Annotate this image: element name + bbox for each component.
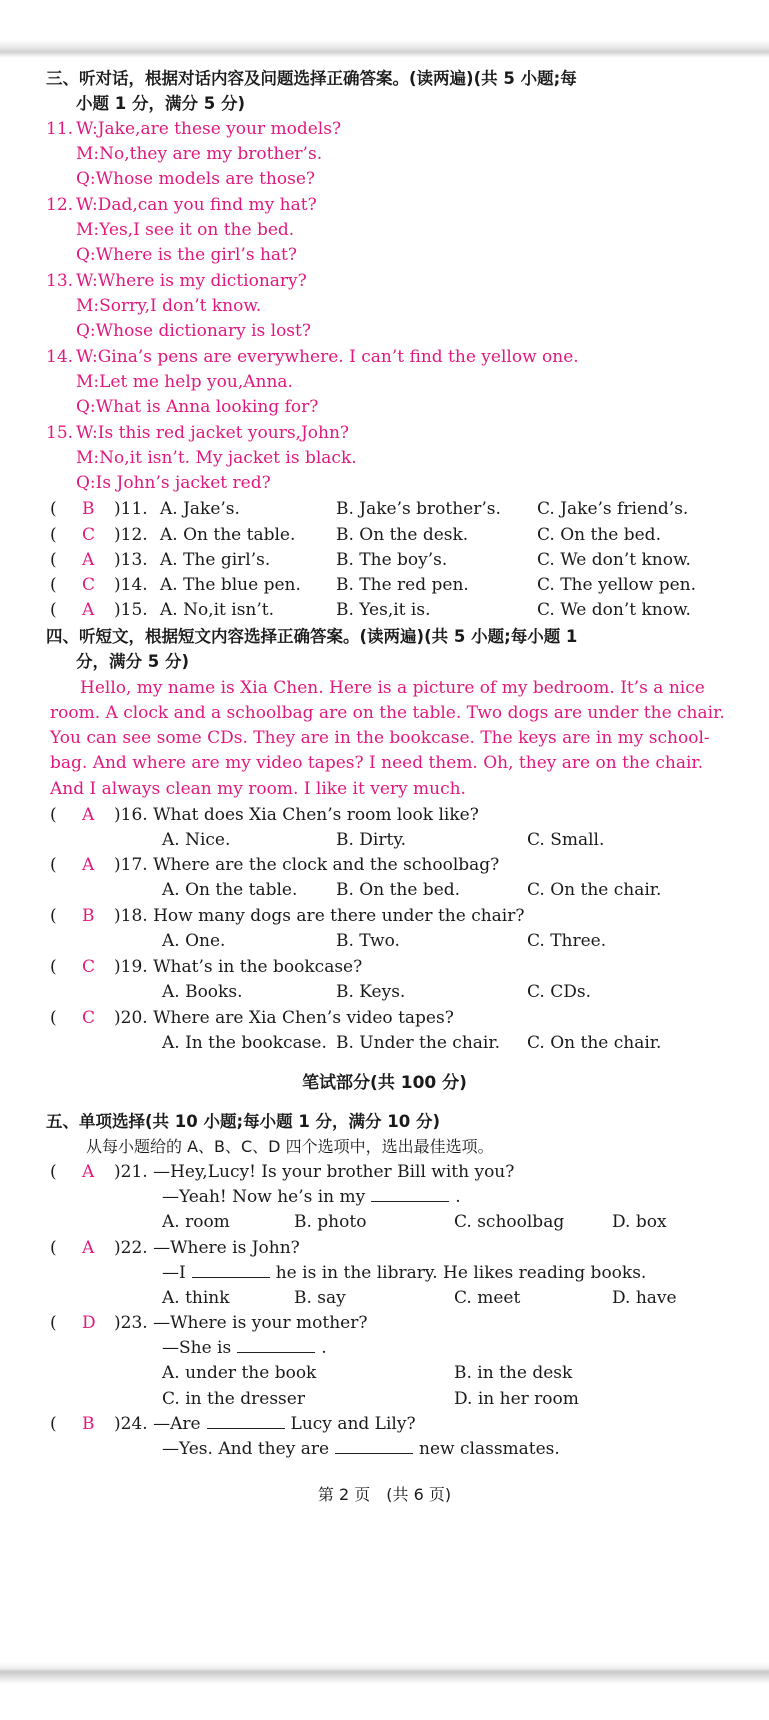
answer-letter: B xyxy=(82,1414,95,1434)
written-part-title: 笔试部分(共 100 分) xyxy=(302,1073,467,1093)
response-text-end: he is in the library. He likes reading books. xyxy=(275,1263,647,1283)
response-text-end: new classmates. xyxy=(419,1439,560,1459)
response-line xyxy=(162,1186,461,1208)
option-b: B. Under the chair. xyxy=(336,1033,500,1053)
answer-blank xyxy=(237,1338,315,1353)
option-b: B. photo xyxy=(294,1212,367,1232)
passage-line: bag. And where are my video tapes? I need them. Oh, they are on the chair. xyxy=(50,753,704,773)
option-b: B. Jake’s brother’s. xyxy=(336,499,501,519)
dialogue-line: Q:Where is the girl’s hat? xyxy=(76,245,297,265)
response-text: —Yes. And they are xyxy=(162,1439,330,1459)
answer-letter: A xyxy=(82,600,95,620)
option-c: C. schoolbag xyxy=(454,1212,565,1232)
option-c: C. meet xyxy=(454,1288,521,1308)
paren-open: ( xyxy=(50,600,57,620)
response-line xyxy=(162,1438,560,1460)
answer-letter: A xyxy=(82,550,95,570)
response-text-end: . xyxy=(455,1187,461,1207)
option-c: C. Three. xyxy=(527,931,607,951)
page-footer: 第 2 页 (共 6 页) xyxy=(317,1485,452,1504)
dialogue-line: M:Sorry,I don’t know. xyxy=(76,296,262,316)
question-text: )18. How many dogs are there under the chair? xyxy=(114,906,525,926)
answer-letter: C xyxy=(82,575,96,595)
option-a: A. No,it isn’t. xyxy=(160,600,275,620)
paren-open: ( xyxy=(50,1313,57,1333)
option-c: C. We don’t know. xyxy=(537,600,691,620)
option-c: C. On the bed. xyxy=(537,525,661,545)
option-c: C. The yellow pen. xyxy=(537,575,696,595)
option-c: C. We don’t know. xyxy=(537,550,691,570)
option-b: B. in the desk xyxy=(454,1363,573,1383)
question-text: )21. —Hey,Lucy! Is your brother Bill with you? xyxy=(114,1162,515,1182)
paren-open: ( xyxy=(50,550,57,570)
passage-line: Hello, my name is Xia Chen. Here is a picture of my bedroom. It’s a nice xyxy=(80,678,705,698)
dialogue-number: 13. xyxy=(46,271,74,291)
dialogue-line: W:Gina’s pens are everywhere. I can’t find the yellow one. xyxy=(76,347,579,367)
option-a: A. think xyxy=(162,1288,230,1308)
option-b: B. The red pen. xyxy=(336,575,469,595)
section-5-instruction: 从每小题给的 A、B、C、D 四个选项中，选出最佳选项。 xyxy=(86,1137,494,1156)
option-b: B. Two. xyxy=(336,931,400,951)
paren-open: ( xyxy=(50,855,57,875)
paren-open: ( xyxy=(50,906,57,926)
dialogue-number: 12. xyxy=(46,195,74,215)
dialogue-line: M:No,they are my brother’s. xyxy=(76,144,323,164)
answer-letter: C xyxy=(82,525,96,545)
answer-letter: A xyxy=(82,855,95,875)
question-text: )23. —Where is your mother? xyxy=(114,1313,368,1333)
option-b: B. On the bed. xyxy=(336,880,461,900)
option-a: A. In the bookcase. xyxy=(162,1033,327,1053)
question-number: )11. xyxy=(114,499,148,519)
option-c: C. in the dresser xyxy=(162,1389,305,1409)
answer-letter: A xyxy=(82,1238,95,1258)
answer-blank xyxy=(207,1414,285,1429)
option-b: B. The boy’s. xyxy=(336,550,448,570)
option-c: C. CDs. xyxy=(527,982,591,1002)
question-number: )13. xyxy=(114,550,148,570)
option-d: D. have xyxy=(612,1288,677,1308)
option-a: A. under the book xyxy=(162,1363,317,1383)
option-a: A. The blue pen. xyxy=(160,575,301,595)
answer-blank xyxy=(371,1187,449,1202)
answer-letter: C xyxy=(82,957,96,977)
answer-blank xyxy=(335,1439,413,1454)
answer-letter: B xyxy=(82,499,95,519)
question-text: )20. Where are Xia Chen’s video tapes? xyxy=(114,1008,454,1028)
response-line xyxy=(162,1262,646,1284)
question-text: )16. What does Xia Chen’s room look like? xyxy=(114,805,479,825)
paren-open: ( xyxy=(50,805,57,825)
option-b: B. Keys. xyxy=(336,982,406,1002)
option-b: B. say xyxy=(294,1288,346,1308)
option-a: A. Books. xyxy=(162,982,243,1002)
section-4-heading: 四、听短文，根据短文内容选择正确答案。(读两遍)(共 5 小题;每小题 1 xyxy=(46,627,578,646)
option-a: A. The girl’s. xyxy=(160,550,271,570)
answer-letter: D xyxy=(82,1313,96,1333)
section-5-heading: 五、单项选择(共 10 小题;每小题 1 分，满分 10 分) xyxy=(46,1112,441,1131)
question-text-end: Lucy and Lily? xyxy=(290,1414,416,1434)
response-text-end: . xyxy=(321,1338,327,1358)
passage-line: And I always clean my room. I like it very much. xyxy=(50,779,466,799)
dialogue-number: 14. xyxy=(46,347,74,367)
section-3-heading-cont: 小题 1 分，满分 5 分) xyxy=(76,94,245,113)
answer-letter: B xyxy=(82,906,95,926)
paren-open: ( xyxy=(50,957,57,977)
paren-open: ( xyxy=(50,499,57,519)
section-3-heading: 三、听对话，根据对话内容及问题选择正确答案。(读两遍)(共 5 小题;每 xyxy=(46,69,577,88)
option-a: A. Nice. xyxy=(162,830,231,850)
response-text: —Yeah! Now he’s in my xyxy=(162,1187,366,1207)
option-c: C. On the chair. xyxy=(527,1033,662,1053)
question-text: )17. Where are the clock and the schoolbag? xyxy=(114,855,500,875)
question-number: )12. xyxy=(114,525,148,545)
option-b: B. Yes,it is. xyxy=(336,600,431,620)
dialogue-line: W:Dad,can you find my hat? xyxy=(76,195,317,215)
section-4-heading-cont: 分，满分 5 分) xyxy=(76,652,190,671)
option-d: D. box xyxy=(612,1212,667,1232)
option-c: C. On the chair. xyxy=(527,880,662,900)
dialogue-line: Q:Whose models are those? xyxy=(76,169,316,189)
response-text: —I xyxy=(162,1263,186,1283)
question-text xyxy=(114,1413,416,1435)
paren-open: ( xyxy=(50,1238,57,1258)
option-a: A. On the table. xyxy=(162,880,298,900)
response-text: —She is xyxy=(162,1338,232,1358)
option-a: A. Jake’s. xyxy=(160,499,240,519)
dialogue-line: M:Let me help you,Anna. xyxy=(76,372,293,392)
question-text: )22. —Where is John? xyxy=(114,1238,300,1258)
dialogue-number: 15. xyxy=(46,423,74,443)
question-number: )15. xyxy=(114,600,148,620)
dialogue-number: 11. xyxy=(46,119,74,139)
option-d: D. in her room xyxy=(454,1389,579,1409)
option-a: A. One. xyxy=(162,931,226,951)
dialogue-line: Q:Whose dictionary is lost? xyxy=(76,321,311,341)
answer-letter: C xyxy=(82,1008,96,1028)
question-text: )19. What’s in the bookcase? xyxy=(114,957,363,977)
paren-open: ( xyxy=(50,1162,57,1182)
question-number: )14. xyxy=(114,575,148,595)
paren-open: ( xyxy=(50,575,57,595)
dialogue-line: W:Where is my dictionary? xyxy=(76,271,307,291)
dialogue-line: Q:Is John’s jacket red? xyxy=(76,473,271,493)
passage-line: You can see some CDs. They are in the bookcase. The keys are in my school- xyxy=(50,728,710,748)
option-b: B. Dirty. xyxy=(336,830,407,850)
answer-letter: A xyxy=(82,805,95,825)
paren-open: ( xyxy=(50,1414,57,1434)
option-a: A. room xyxy=(162,1212,230,1232)
passage-line: room. A clock and a schoolbag are on the table. Two dogs are under the chair. xyxy=(50,703,725,723)
paren-open: ( xyxy=(50,1008,57,1028)
response-line xyxy=(162,1337,327,1359)
option-c: C. Small. xyxy=(527,830,605,850)
question-text-start: )24. —Are xyxy=(114,1414,201,1434)
dialogue-line: M:No,it isn’t. My jacket is black. xyxy=(76,448,357,468)
dialogue-line: W:Jake,are these your models? xyxy=(76,119,342,139)
dialogue-line: W:Is this red jacket yours,John? xyxy=(76,423,350,443)
answer-blank xyxy=(192,1263,270,1278)
option-c: C. Jake’s friend’s. xyxy=(537,499,689,519)
answer-letter: A xyxy=(82,1162,95,1182)
option-a: A. On the table. xyxy=(160,525,296,545)
paren-open: ( xyxy=(50,525,57,545)
dialogue-line: M:Yes,I see it on the bed. xyxy=(76,220,295,240)
dialogue-line: Q:What is Anna looking for? xyxy=(76,397,319,417)
option-b: B. On the desk. xyxy=(336,525,469,545)
